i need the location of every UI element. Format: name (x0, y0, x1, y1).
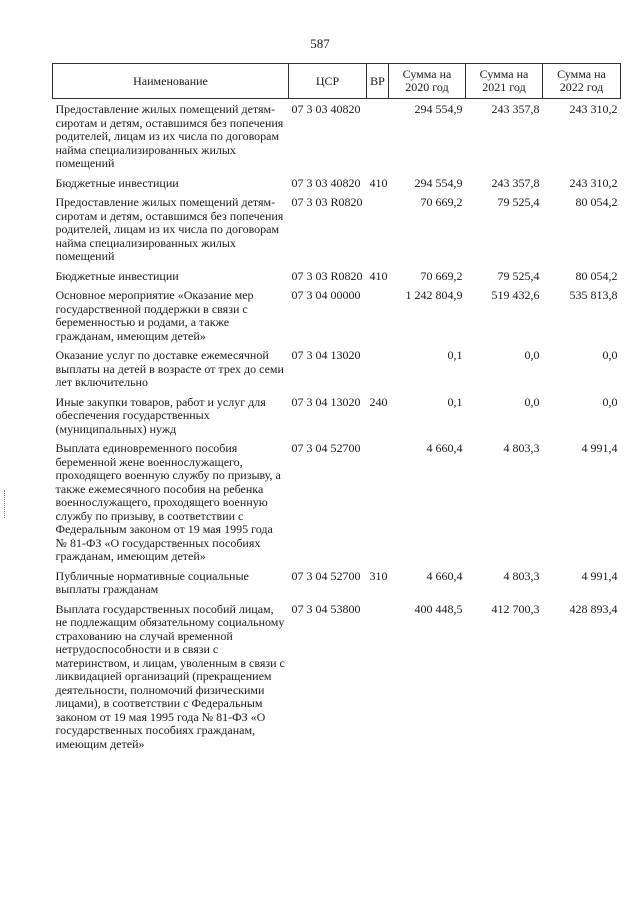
row-amount-2020: 0,1 (447, 348, 463, 362)
row-csr: 07 3 04 13020 (291, 394, 361, 409)
page-number: 587 (310, 36, 330, 51)
table-header (53, 64, 621, 99)
row-amount-2021: 243 357,8 (491, 102, 540, 116)
row-amount-2021: 79 525,4 (497, 195, 540, 209)
row-csr: 07 3 03 R0820 (291, 195, 363, 209)
row-amount-2022: 535 813,8 (569, 288, 618, 302)
row-csr: 07 3 04 13020 (291, 348, 361, 362)
table-row (53, 196, 621, 270)
header-2020: Сумма на 2020 год (389, 64, 466, 99)
row-amount-2020: 70 669,2 (420, 268, 463, 283)
table-row (53, 442, 621, 570)
row-csr: 07 3 03 R0820 (291, 268, 363, 283)
row-amount-2022: 428 893,4 (569, 601, 618, 616)
row-csr: 07 3 04 00000 (291, 288, 361, 302)
row-vr (367, 99, 389, 177)
row-amount-2022: 4 991,4 (581, 441, 618, 455)
row-amount-2022: 0,0 (602, 394, 618, 409)
row-amount-2020: 294 554,9 (414, 175, 463, 190)
row-name: Выплата государственных пособий лицам, не подлежащим обязательному социальному страхованию на случай временной нетрудоспособности и в связи с материнством, и лицам, уволенным в связи с ликвидацией организаций (прекращением деятельности, полномочий физическими лицами), в соответствии с Федеральным законом от 19 мая 1995 года № 81-ФЗ «О государственных пособиях гражданам, имеющим детей» (55, 601, 285, 751)
row-name: Публичные нормативные социальные выплаты гражданам (55, 568, 249, 596)
row-name: Бюджетные инвестиции (55, 175, 179, 190)
row-name: Предоставление жилых помещений детям-сиротам и детям, оставшимся без попечения родителей, лицам из их числа по договорам найма специализированных жилых помещений (55, 102, 284, 170)
row-vr: 410 (369, 268, 388, 283)
row-amount-2021: 0,0 (524, 348, 540, 362)
row-name: Основное мероприятие «Оказание мер государственной поддержки в связи с беременностью и родами, а также гражданам, имеющим детей» (55, 288, 254, 343)
table-body (53, 99, 621, 758)
row-vr (367, 603, 389, 758)
row-name: Иные закупки товаров, работ и услуг для обеспечения государственных (муниципальных) нужд (55, 394, 266, 436)
row-amount-2020: 4 660,4 (426, 568, 463, 583)
row-name: Бюджетные инвестиции (55, 268, 179, 283)
header-name: Наименование (53, 64, 289, 99)
scan-margin-mark (4, 490, 7, 518)
header-2021: Сумма на 2021 год (466, 64, 543, 99)
table-row (53, 570, 621, 603)
row-amount-2022: 4 991,4 (581, 568, 618, 583)
row-name: Предоставление жилых помещений детям-сиротам и детям, оставшимся без попечения родителей, лицам из их числа по договорам найма специализированных жилых помещений (55, 195, 284, 263)
row-amount-2021: 0,0 (524, 394, 540, 409)
row-amount-2021: 4 803,3 (503, 441, 540, 455)
row-vr (367, 289, 389, 349)
row-csr: 07 3 03 40820 (291, 102, 361, 116)
row-amount-2020: 4 660,4 (426, 441, 463, 455)
row-vr (367, 349, 389, 396)
row-amount-2021: 79 525,4 (497, 268, 540, 283)
header-vr: ВР (367, 64, 389, 99)
row-amount-2021: 4 803,3 (503, 568, 540, 583)
row-vr (367, 196, 389, 270)
row-amount-2022: 0,0 (602, 348, 618, 362)
row-amount-2020: 70 669,2 (420, 195, 463, 209)
table-row (53, 396, 621, 443)
row-amount-2020: 400 448,5 (414, 601, 463, 616)
budget-table (52, 63, 621, 757)
header-csr: ЦСР (289, 64, 367, 99)
row-amount-2021: 412 700,3 (491, 601, 540, 616)
row-vr (367, 442, 389, 570)
row-amount-2021: 243 357,8 (491, 175, 540, 190)
table-row (53, 99, 621, 177)
row-amount-2022: 243 310,2 (569, 102, 618, 116)
table-row (53, 270, 621, 290)
row-vr: 410 (369, 175, 388, 190)
row-amount-2020: 1 242 804,9 (405, 288, 463, 302)
table-row (53, 603, 621, 758)
row-vr: 310 (369, 568, 388, 583)
table-row (53, 177, 621, 197)
row-name: Выплата единовременного пособия беременной жене военнослужащего, проходящего военную службу по призыву, а также ежемесячного пособия на ребенка военнослужащего, проходящего военную службу по призыву, в соответствии с Федеральным законом от 19 мая 1995 года № 81-ФЗ «О государственных пособиях гражданам, имеющим детей» (55, 441, 281, 563)
row-vr: 240 (369, 394, 388, 409)
row-amount-2020: 294 554,9 (414, 102, 463, 116)
table-row (53, 289, 621, 349)
row-csr: 07 3 03 40820 (291, 175, 361, 190)
header-2022: Сумма на 2022 год (543, 64, 621, 99)
row-name: Оказание услуг по доставке ежемесячной выплаты на детей в возрасте от трех до семи лет включительно (55, 348, 284, 389)
table-row (53, 349, 621, 396)
row-csr: 07 3 04 53800 (291, 601, 361, 616)
row-csr: 07 3 04 52700 (291, 568, 361, 583)
row-amount-2021: 519 432,6 (491, 288, 540, 302)
row-amount-2022: 80 054,2 (575, 195, 618, 209)
row-amount-2020: 0,1 (447, 394, 463, 409)
row-amount-2022: 243 310,2 (569, 175, 618, 190)
row-amount-2022: 80 054,2 (575, 268, 618, 283)
row-csr: 07 3 04 52700 (291, 441, 361, 455)
